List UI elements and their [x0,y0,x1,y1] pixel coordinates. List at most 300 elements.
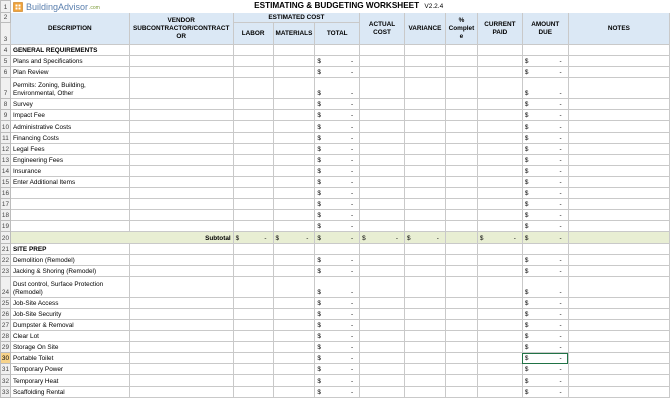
actual-cost-cell[interactable] [360,342,405,353]
notes-cell[interactable] [568,331,669,342]
total-cell[interactable] [315,110,360,121]
percent-complete-cell[interactable] [445,154,477,165]
description-cell[interactable]: Scaffolding Rental [10,386,129,397]
materials-cell[interactable] [273,331,315,342]
row-header[interactable]: 7 [1,78,11,99]
variance-cell[interactable] [404,364,445,375]
amount-due-cell[interactable] [522,331,568,342]
current-paid-cell[interactable] [477,375,522,386]
vendor-cell[interactable] [129,67,233,78]
total-cell[interactable] [315,78,360,99]
current-paid-cell[interactable] [477,386,522,397]
empty-cell[interactable] [233,45,273,56]
description-cell[interactable]: Storage On Site [10,342,129,353]
row-header[interactable]: 23 [1,265,11,276]
empty-cell[interactable] [568,243,669,254]
total-cell[interactable] [315,364,360,375]
empty-cell[interactable] [445,243,477,254]
amount-due-cell[interactable] [522,99,568,110]
amount-due-cell[interactable] [522,353,568,364]
labor-cell[interactable] [233,375,273,386]
labor-cell[interactable] [233,188,273,199]
row-header[interactable]: 6 [1,67,11,78]
total-cell[interactable] [315,297,360,308]
materials-cell[interactable] [273,56,315,67]
vendor-cell[interactable] [129,56,233,67]
variance-cell[interactable] [404,265,445,276]
vendor-cell[interactable] [129,154,233,165]
vendor-cell[interactable] [129,199,233,210]
description-cell[interactable] [10,210,129,221]
current-paid-cell[interactable] [477,232,522,243]
labor-cell[interactable] [233,154,273,165]
total-cell[interactable] [315,143,360,154]
amount-due-cell[interactable] [522,308,568,319]
variance-cell[interactable] [404,221,445,232]
labor-cell[interactable] [233,386,273,397]
row-header[interactable]: 21 [1,243,11,254]
materials-cell[interactable] [273,364,315,375]
labor-cell[interactable] [233,308,273,319]
amount-due-cell[interactable] [522,375,568,386]
percent-complete-cell[interactable] [445,165,477,176]
row-header[interactable]: 17 [1,199,11,210]
notes-cell[interactable] [568,67,669,78]
actual-cost-cell[interactable] [360,254,405,265]
current-paid-cell[interactable] [477,308,522,319]
current-paid-cell[interactable] [477,319,522,330]
current-paid-cell[interactable] [477,56,522,67]
notes-cell[interactable] [568,78,669,99]
labor-cell[interactable] [233,221,273,232]
table-row[interactable] [1,165,670,176]
vendor-cell[interactable] [129,319,233,330]
notes-cell[interactable] [568,254,669,265]
row-header[interactable]: 27 [1,319,11,330]
materials-cell[interactable] [273,110,315,121]
current-paid-cell[interactable] [477,342,522,353]
percent-complete-cell[interactable] [445,176,477,187]
percent-complete-cell[interactable] [445,56,477,67]
amount-due-cell[interactable] [522,199,568,210]
total-cell[interactable] [315,176,360,187]
actual-cost-cell[interactable] [360,121,405,132]
description-cell[interactable]: Dumpster & Removal [10,319,129,330]
materials-cell[interactable] [273,353,315,364]
variance-cell[interactable] [404,386,445,397]
amount-due-cell[interactable] [522,276,568,297]
description-cell[interactable] [10,221,129,232]
description-cell[interactable]: Financing Costs [10,132,129,143]
total-cell[interactable] [315,276,360,297]
table-row[interactable] [1,56,670,67]
variance-cell[interactable] [404,210,445,221]
total-cell[interactable] [315,342,360,353]
table-row[interactable] [1,353,670,364]
amount-due-cell[interactable] [522,143,568,154]
current-paid-cell[interactable] [477,210,522,221]
labor-cell[interactable] [233,254,273,265]
row-header[interactable]: 25 [1,297,11,308]
row-header[interactable]: 4 [1,45,11,56]
actual-cost-cell[interactable] [360,199,405,210]
current-paid-cell[interactable] [477,188,522,199]
materials-cell[interactable] [273,210,315,221]
description-cell[interactable] [10,199,129,210]
notes-cell[interactable] [568,364,669,375]
notes-cell[interactable] [568,353,669,364]
table-row[interactable] [1,132,670,143]
table-row[interactable] [1,254,670,265]
row-header[interactable]: 14 [1,165,11,176]
table-row[interactable] [1,364,670,375]
total-cell[interactable] [315,221,360,232]
vendor-cell[interactable] [129,375,233,386]
amount-due-cell[interactable] [522,210,568,221]
variance-cell[interactable] [404,319,445,330]
description-cell[interactable]: Enter Additional Items [10,176,129,187]
notes-cell[interactable] [568,143,669,154]
empty-cell[interactable] [129,45,233,56]
empty-cell[interactable] [477,243,522,254]
total-cell[interactable] [315,188,360,199]
actual-cost-cell[interactable] [360,210,405,221]
total-cell[interactable] [315,56,360,67]
empty-cell[interactable] [273,243,315,254]
actual-cost-cell[interactable] [360,154,405,165]
notes-cell[interactable] [568,165,669,176]
notes-cell[interactable] [568,121,669,132]
variance-cell[interactable] [404,254,445,265]
header-percent-complete[interactable]: % Complet e [445,13,477,45]
row-header[interactable]: 24 [1,276,11,297]
vendor-cell[interactable] [129,121,233,132]
amount-due-cell[interactable] [522,121,568,132]
variance-cell[interactable] [404,99,445,110]
labor-cell[interactable] [233,99,273,110]
row-header[interactable]: 33 [1,386,11,397]
notes-cell[interactable] [568,176,669,187]
empty-cell[interactable] [233,243,273,254]
amount-due-cell[interactable] [522,154,568,165]
amount-due-cell[interactable] [522,188,568,199]
table-row[interactable] [1,297,670,308]
actual-cost-cell[interactable] [360,353,405,364]
header-notes[interactable]: NOTES [568,13,669,45]
current-paid-cell[interactable] [477,353,522,364]
description-cell[interactable]: Plan Review [10,67,129,78]
variance-cell[interactable] [404,56,445,67]
notes-cell[interactable] [568,375,669,386]
description-cell[interactable]: Jacking & Shoring (Remodel) [10,265,129,276]
amount-due-cell[interactable] [522,78,568,99]
empty-cell[interactable] [445,45,477,56]
labor-cell[interactable] [233,199,273,210]
labor-cell[interactable] [233,210,273,221]
materials-cell[interactable] [273,67,315,78]
total-cell[interactable] [315,67,360,78]
empty-cell[interactable] [315,45,360,56]
labor-cell[interactable] [233,78,273,99]
description-cell[interactable]: Portable Toilet [10,353,129,364]
actual-cost-cell[interactable] [360,99,405,110]
materials-cell[interactable] [273,254,315,265]
header-materials[interactable]: MATERIALS [273,23,315,45]
percent-complete-cell[interactable] [445,67,477,78]
total-cell[interactable] [315,319,360,330]
amount-due-cell[interactable] [522,364,568,375]
notes-cell[interactable] [568,232,669,243]
total-cell[interactable] [315,99,360,110]
total-cell[interactable] [315,386,360,397]
table-row[interactable] [1,67,670,78]
row-header[interactable]: 3 [1,23,11,45]
section-row[interactable] [1,243,670,254]
table-row[interactable] [1,188,670,199]
materials-cell[interactable] [273,121,315,132]
vendor-cell[interactable] [129,210,233,221]
materials-cell[interactable] [273,199,315,210]
vendor-cell[interactable] [129,132,233,143]
amount-due-cell[interactable] [522,265,568,276]
row-header[interactable]: 5 [1,56,11,67]
empty-cell[interactable] [360,45,405,56]
current-paid-cell[interactable] [477,331,522,342]
table-row[interactable] [1,210,670,221]
vendor-cell[interactable] [129,308,233,319]
actual-cost-cell[interactable] [360,132,405,143]
percent-complete-cell[interactable] [445,188,477,199]
percent-complete-cell[interactable] [445,353,477,364]
labor-cell[interactable] [233,67,273,78]
percent-complete-cell[interactable] [445,297,477,308]
variance-cell[interactable] [404,165,445,176]
percent-complete-cell[interactable] [445,331,477,342]
empty-cell[interactable] [522,45,568,56]
header-total[interactable]: TOTAL [315,23,360,45]
notes-cell[interactable] [568,297,669,308]
row-header[interactable]: 13 [1,154,11,165]
percent-complete-cell[interactable] [445,265,477,276]
empty-cell[interactable] [404,45,445,56]
row-header[interactable]: 31 [1,364,11,375]
current-paid-cell[interactable] [477,110,522,121]
variance-cell[interactable] [404,199,445,210]
materials-cell[interactable] [273,78,315,99]
description-cell[interactable]: Permits: Zoning, Building, Environmental, Other [10,78,129,99]
empty-cell[interactable] [129,243,233,254]
materials-cell[interactable] [273,154,315,165]
percent-complete-cell[interactable] [445,199,477,210]
table-row[interactable] [1,221,670,232]
labor-cell[interactable] [233,342,273,353]
description-cell[interactable]: Job-Site Access [10,297,129,308]
vendor-cell[interactable] [129,176,233,187]
section-heading[interactable]: GENERAL REQUIREMENTS [10,45,129,56]
vendor-cell[interactable] [129,221,233,232]
labor-cell[interactable] [233,276,273,297]
vendor-cell[interactable] [129,188,233,199]
current-paid-cell[interactable] [477,297,522,308]
total-cell[interactable] [315,265,360,276]
vendor-cell[interactable] [129,331,233,342]
notes-cell[interactable] [568,132,669,143]
row-header[interactable]: 15 [1,176,11,187]
variance-cell[interactable] [404,331,445,342]
percent-complete-cell[interactable] [445,308,477,319]
notes-cell[interactable] [568,386,669,397]
current-paid-cell[interactable] [477,121,522,132]
notes-cell[interactable] [568,276,669,297]
amount-due-cell[interactable] [522,132,568,143]
percent-complete-cell[interactable] [445,221,477,232]
percent-complete-cell[interactable] [445,143,477,154]
header-amount-due[interactable]: AMOUNT DUE [522,13,568,45]
materials-cell[interactable] [273,375,315,386]
amount-due-cell[interactable] [522,56,568,67]
percent-complete-cell[interactable] [445,342,477,353]
notes-cell[interactable] [568,188,669,199]
materials-cell[interactable] [273,276,315,297]
description-cell[interactable]: Temporary Heat [10,375,129,386]
header-variance[interactable]: VARIANCE [404,13,445,45]
amount-due-cell[interactable] [522,342,568,353]
actual-cost-cell[interactable] [360,78,405,99]
notes-cell[interactable] [568,221,669,232]
labor-cell[interactable] [233,165,273,176]
table-row[interactable] [1,386,670,397]
percent-complete-cell[interactable] [445,121,477,132]
row-header[interactable]: 32 [1,375,11,386]
actual-cost-cell[interactable] [360,165,405,176]
total-cell[interactable] [315,353,360,364]
vendor-cell[interactable] [129,276,233,297]
header-vendor[interactable]: VENDOR SUBCONTRACTOR/CONTRACT OR [129,13,233,45]
table-row[interactable] [1,342,670,353]
percent-complete-cell[interactable] [445,319,477,330]
table-row[interactable] [1,308,670,319]
materials-cell[interactable] [273,308,315,319]
materials-cell[interactable] [273,99,315,110]
amount-due-cell[interactable] [522,232,568,243]
notes-cell[interactable] [568,99,669,110]
notes-cell[interactable] [568,56,669,67]
labor-cell[interactable] [233,297,273,308]
total-cell[interactable] [315,165,360,176]
labor-cell[interactable] [233,265,273,276]
notes-cell[interactable] [568,342,669,353]
row-header[interactable]: 18 [1,210,11,221]
labor-cell[interactable] [233,364,273,375]
actual-cost-cell[interactable] [360,364,405,375]
empty-cell[interactable] [273,45,315,56]
materials-cell[interactable] [273,297,315,308]
variance-cell[interactable] [404,154,445,165]
description-cell[interactable]: Job-Site Security [10,308,129,319]
percent-complete-cell[interactable] [445,78,477,99]
table-row[interactable] [1,375,670,386]
actual-cost-cell[interactable] [360,297,405,308]
percent-complete-cell[interactable] [445,375,477,386]
current-paid-cell[interactable] [477,165,522,176]
actual-cost-cell[interactable] [360,308,405,319]
description-cell[interactable]: Engineering Fees [10,154,129,165]
variance-cell[interactable] [404,276,445,297]
amount-due-cell[interactable] [522,221,568,232]
current-paid-cell[interactable] [477,99,522,110]
percent-complete-cell[interactable] [445,210,477,221]
table-row[interactable] [1,110,670,121]
percent-complete-cell[interactable] [445,386,477,397]
actual-cost-cell[interactable] [360,67,405,78]
actual-cost-cell[interactable] [360,331,405,342]
description-cell[interactable]: Survey [10,99,129,110]
empty-cell[interactable] [477,45,522,56]
header-labor[interactable]: LABOR [233,23,273,45]
labor-cell[interactable] [233,56,273,67]
current-paid-cell[interactable] [477,132,522,143]
variance-cell[interactable] [404,121,445,132]
variance-cell[interactable] [404,67,445,78]
table-row[interactable] [1,99,670,110]
table-row[interactable] [1,176,670,187]
actual-cost-cell[interactable] [360,56,405,67]
percent-complete-cell[interactable] [445,99,477,110]
vendor-cell[interactable] [129,297,233,308]
materials-cell[interactable] [273,132,315,143]
row-header[interactable]: 12 [1,143,11,154]
row-header[interactable]: 28 [1,331,11,342]
labor-cell[interactable] [233,121,273,132]
empty-cell[interactable] [315,243,360,254]
amount-due-cell[interactable] [522,67,568,78]
variance-cell[interactable] [404,143,445,154]
table-row[interactable] [1,265,670,276]
total-cell[interactable] [315,232,360,243]
current-paid-cell[interactable] [477,254,522,265]
row-header[interactable]: 20 [1,232,11,243]
notes-cell[interactable] [568,210,669,221]
variance-cell[interactable] [404,308,445,319]
table-row[interactable] [1,319,670,330]
materials-cell[interactable] [273,319,315,330]
table-row[interactable] [1,331,670,342]
actual-cost-cell[interactable] [360,221,405,232]
amount-due-cell[interactable] [522,297,568,308]
row-header[interactable]: 11 [1,132,11,143]
total-cell[interactable] [315,132,360,143]
row-header[interactable]: 19 [1,221,11,232]
percent-complete-cell[interactable] [445,132,477,143]
description-cell[interactable]: Insurance [10,165,129,176]
variance-cell[interactable] [404,110,445,121]
description-cell[interactable]: Demolition (Remodel) [10,254,129,265]
actual-cost-cell[interactable] [360,232,405,243]
total-cell[interactable] [315,254,360,265]
vendor-cell[interactable] [129,110,233,121]
total-cell[interactable] [315,121,360,132]
total-cell[interactable] [315,375,360,386]
materials-cell[interactable] [273,221,315,232]
current-paid-cell[interactable] [477,221,522,232]
percent-complete-cell[interactable] [445,364,477,375]
current-paid-cell[interactable] [477,154,522,165]
actual-cost-cell[interactable] [360,143,405,154]
table-row[interactable] [1,143,670,154]
materials-cell[interactable] [273,342,315,353]
notes-cell[interactable] [568,265,669,276]
materials-cell[interactable] [273,176,315,187]
